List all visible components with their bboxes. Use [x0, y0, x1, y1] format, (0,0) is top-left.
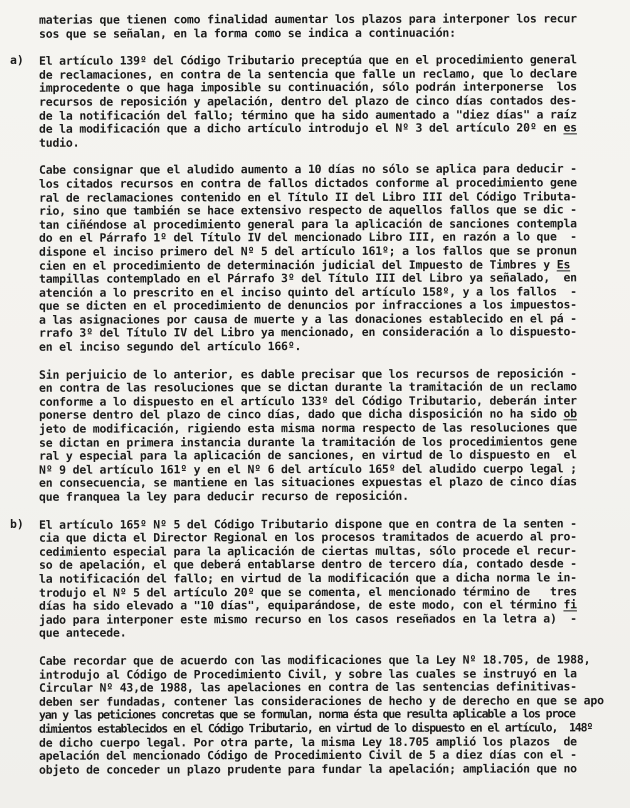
text-line: tan ciñéndose al procedimiento general para la aplicación de sanciones contempla [38, 216, 577, 232]
text-line: objeto de conceder un plazo prudente para fundar la apelación; ampliación que no [38, 761, 577, 777]
underlined-syllable: es [563, 120, 577, 135]
document-page [0, 13, 622, 776]
text-line: dispone el inciso primero del Nº 5 del artículo 161º; a los fallos que se pronun [38, 243, 577, 259]
text-line: en contra de las resoluciones que se dictan durante la tramitación de un reclamo [38, 379, 577, 396]
text-line: tudio. [38, 135, 80, 150]
paragraph [0, 654, 622, 776]
text-line: tampillas contemplado en el Párrafo 3º del Título III del Libro ya señalado, en [38, 270, 577, 286]
text-line: recursos de reposición y apelación, dentro del plazo de cinco días contados des- [38, 93, 577, 109]
text-line: dimientos establecidos en el Código Tributario, en virtud de lo dispuesto en el artículo, 148º [38, 720, 593, 736]
text-line: Nº 9 del artículo 161º y en el Nº 6 del artículo 165º del aludido cuerpo legal ; [38, 461, 577, 477]
text-line: rrafo 3º del Título IV del Libro ya mencionado, en consideración a lo dispuesto- [38, 324, 577, 341]
text-line: de dicho cuerpo legal. Por otra parte, la misma Ley 18.705 amplió los plazos de [38, 733, 577, 750]
paragraph [0, 13, 622, 40]
text-line: rio, sino que también se hace extensivo respecto de aquellos fallos que se dic - [38, 202, 577, 218]
text-line: introdujo al Código de Procedimiento Civil, y sobre las cuales se instruyó en la [38, 665, 577, 682]
list-item-marker: b) [10, 516, 24, 531]
list-item-marker: a) [10, 53, 24, 68]
text-line: en el inciso segundo del artículo 166º. [38, 339, 302, 354]
text-line: Cabe consignar que el aludido aumento a 10 días no sólo se aplica para deducir - [38, 161, 577, 178]
text-line: de reclamaciones, en contra de la sentencia que falle un reclamo, que lo declare [38, 66, 577, 82]
text-line: El artículo 165º Nº 5 del Código Tributario dispone que en contra de la senten - [38, 515, 577, 532]
text-line: so de apelación, el que deberá entablarse dentro de tercero día, contado desde - [38, 556, 577, 573]
text-line: sos que se señalan, en la forma como se indica a continuación: [38, 25, 456, 41]
text-line: Circular Nº 43,de 1988, las apelaciones en contra de las sentencias definitivas- [38, 679, 577, 695]
text-line: cedimiento especial para la aplicación de ciertas multas, sólo procede el recur- [38, 543, 577, 559]
text-line: los citados recursos en contra de fallos dictados conforme al procedimiento gene [38, 175, 577, 191]
text-line: improcedente o que haga imposible su continuación, sólo podrán interponerse los [38, 79, 577, 96]
text-line: días ha sido elevado a "10 días", equiparándose, de este modo, con el término fi [38, 597, 577, 613]
text-line: do en el Párrafo 1º del Título IV del mencionado Libro III, en razón a lo que - [38, 229, 577, 246]
text-line: atención a lo prescrito en el inciso quinto del artículo 158º, y a los fallos - [38, 284, 577, 300]
text-line: ral de reclamaciones contenido en el Título II del Libro III del Código Tributa- [38, 188, 577, 205]
text-line: ponerse dentro del plazo de cinco días, dado que dicha disposición no ha sido ob [38, 406, 577, 423]
text-line: jeto de modificación, rigiendo esta misma norma respecto de las resoluciones que [38, 420, 577, 436]
text-line: jado para interponer este mismo recurso en los casos reseñados en la letra a) - [38, 611, 577, 627]
text-line: deben ser fundadas, contener las consideraciones de hecho y de derecho en que se apo [38, 693, 604, 709]
text-line: de la notificación del fallo; término que ha sido aumentado a "diez días" a raíz [38, 106, 577, 123]
text-line: que franquea la ley para deducir recurso de reposición. [38, 488, 409, 504]
paragraph [0, 368, 622, 504]
text-line: yan y las peticiones concretas que se formulan, norma ésta que resulta aplicable a los proce [38, 706, 575, 723]
text-line: cien en el procedimiento de determinación judicial del Impuesto de Timbres y Es [38, 256, 571, 273]
text-line: cia que dicta el Director Regional en los procesos tramitados de acuerdo al pro- [38, 529, 577, 545]
underlined-syllable: Es [556, 256, 571, 271]
text-line: El artículo 139º del Código Tributario preceptúa que en el procedimiento general [38, 52, 577, 68]
paragraph [0, 54, 622, 149]
paragraph [0, 515, 622, 641]
text-line: a las asignaciones por causa de muerte y a las donaciones establecido en el pá - [38, 311, 577, 327]
text-line: trodujo el Nº 5 del artículo 20º que se comenta, el mencionado término de tres [38, 583, 577, 600]
text-line: materias que tienen como finalidad aumentar los plazos para interponer los recur [38, 11, 577, 27]
underlined-syllable: fi [563, 597, 577, 612]
text-line: que antecede. [38, 625, 127, 641]
text-line: en consecuencia, se mantiene en las situaciones expuestas el plazo de cinco días [38, 474, 577, 491]
text-line: apelación del mencionado Código de Procedimiento Civil de 5 a diez días con el - [38, 747, 577, 763]
paragraph [0, 163, 622, 353]
text-line: que se dicten en el procedimiento de denuncios por infracciones a los impuestos- [38, 297, 577, 314]
text-line: ral y especial para la aplicación de sanciones, en virtud de lo dispuesto en el [38, 447, 577, 463]
underlined-syllable: ob [563, 406, 577, 421]
text-line: de la modificación que a dicho artículo introdujo el Nº 3 del artículo 20º en es [38, 120, 577, 136]
text-line: conforme a lo dispuesto en el artículo 133º del Código Tributario, deberán inter [38, 393, 577, 409]
text-line: la notificación del fallo; en virtud de la modificación que a dicha norma le in- [38, 570, 577, 586]
text-line: Sin perjuicio de lo anterior, es dable precisar que los recursos de reposición - [38, 366, 577, 382]
text-line: Cabe recordar que de acuerdo con las modificaciones que la Ley Nº 18.705, de 1988, [38, 652, 591, 668]
text-line: se dictan en primera instancia durante la tramitación de los procedimientos gene [38, 433, 577, 450]
